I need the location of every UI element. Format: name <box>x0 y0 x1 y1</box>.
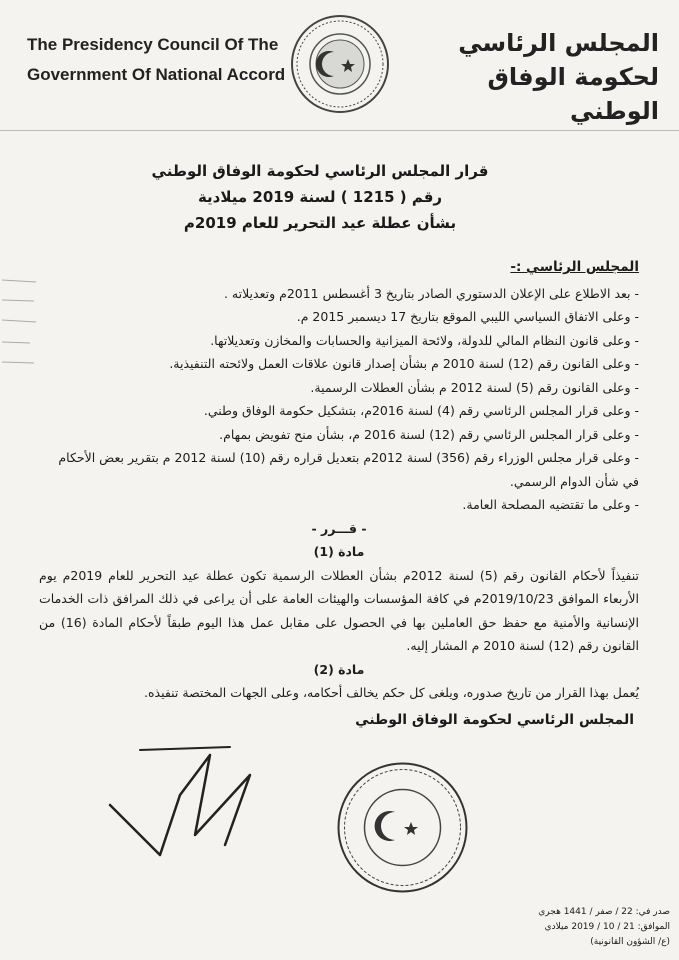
preamble-item-4: - وعلى القانون رقم (12) لسنة 2010 م بشأن إصدار قانون علاقات العمل ولائحته التنفيذية. <box>169 356 639 371</box>
decision-title-line1: قرار المجلس الرئاسي لحكومة الوفاق الوطني <box>151 162 489 180</box>
english-header <box>27 30 297 90</box>
decides-heading: - قـــرر - <box>311 520 367 536</box>
council-heading: المجلس الرئاسي :- <box>510 259 639 275</box>
preamble-item-8: - وعلى قرار مجلس الوزراء رقم (356) لسنة 2012م بتعديل قراره رقم (10) لسنة 2012 م بتقرير بعض الأحكام في شأن الدوام الرسمي. <box>58 450 639 489</box>
margin-marks <box>0 270 40 390</box>
arabic-header <box>419 26 659 128</box>
decision-body <box>39 256 639 705</box>
preamble-item-7: - وعلى قرار المجلس الرئاسي رقم (12) لسنة 2016 م، بشأن منح تفويض بمهام. <box>219 426 639 442</box>
decision-title-line3: بشأن عطلة عيد التحرير للعام 2019م <box>183 214 457 232</box>
header-divider <box>0 130 679 131</box>
preamble-item-2: - وعلى الاتفاق السياسي الليبي الموقع بتاريخ 17 ديسمبر 2015 م. <box>296 309 639 324</box>
signature-title: المجلس الرئاسي لحكومة الوفاق الوطني <box>355 712 634 728</box>
decision-title <box>60 158 580 236</box>
handwritten-signature <box>100 735 300 865</box>
preamble-item-3: - وعلى قانون النظام المالي للدولة، ولائحة الميزانية والحسابات والمخازن وتعديلاتها. <box>210 332 639 348</box>
preamble-item-5: - وعلى القانون رقم (5) لسنة 2012 م بشأن العطلات الرسمية. <box>310 379 639 395</box>
footer-hijri-date: صدر في: 22 / صفر / 1441 هجري <box>538 907 670 917</box>
article-1-text: تنفيذاً لأحكام القانون رقم (5) لسنة 2012م بشأن العطلات الرسمية تكون عطلة عيد التحرير للعام 2019م يوم الأربعاء الموافق 2019/10/23م في كافة المؤسسات والهيئات العامة على أن يراعى في ذلك المرافق ذات الخدمات الإنسانية والأمنية مع حفظ حق العاملين بها في الحصول على مقابل عمل هذا اليوم طبقاً لأحكام المادة (16) من القانون رقم (12) لسنة 2010 م المشار إليه. <box>39 567 639 653</box>
arabic-header-line2: لحكومة الوفاق الوطني <box>487 63 659 125</box>
decision-title-line2: رقم ( 1215 ) لسنة 2019 ميلادية <box>197 188 443 206</box>
preamble-item-9: - وعلى ما تقتضيه المصلحة العامة. <box>462 497 639 512</box>
footer-department: (ع/ الشؤون القانونية) <box>590 937 670 947</box>
english-header-line1: The Presidency Council Of The <box>27 35 279 54</box>
article-2-text: يُعمل بهذا القرار من تاريخ صدوره، ويلغى كل حكم يخالف أحكامه، وعلى الجهات المختصة تنفيذه. <box>143 685 639 700</box>
footer-gregorian-date: الموافق: 21 / 10 / 2019 ميلادي <box>544 922 670 932</box>
registration-footer <box>470 905 670 950</box>
arabic-header-line1: المجلس الرئاسي <box>458 29 659 57</box>
english-header-line2: Government Of National Accord <box>27 65 286 84</box>
article-1-title: مادة (1) <box>313 544 365 559</box>
preamble-item-1: - بعد الاطلاع على الإعلان الدستوري الصادر بتاريخ 3 أغسطس 2011م وتعديلاته . <box>223 285 639 301</box>
article-2-title: مادة (2) <box>313 661 365 677</box>
preamble-item-6: - وعلى قرار المجلس الرئاسي رقم (4) لسنة 2016م، بتشكيل حكومة الوفاق وطني. <box>203 403 639 418</box>
state-seal-logo <box>290 14 390 114</box>
official-stamp <box>335 760 470 895</box>
